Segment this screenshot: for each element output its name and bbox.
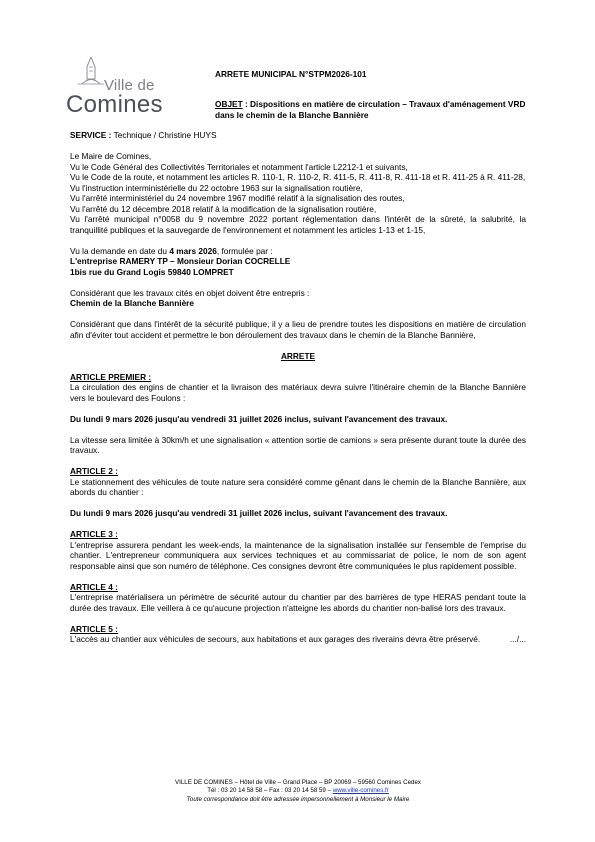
visa-arrete-municipal: Vu l'arrêté municipal n°0058 du 9 novembre 2022 portant réglementation dans l'intérêt de la sûreté, la salubrité, la tranquillité publiques et la sauvegarde de l'environnement et notamment les articles 1-13 et 1-15, <box>70 214 526 235</box>
logo-text-ville-de: Ville de <box>104 77 155 94</box>
footer-phone-fax: Tél : 03 20 14 58 58 – Fax : 03 20 14 58 59 – <box>207 787 333 795</box>
continued-marker: .../... <box>509 634 526 644</box>
footer-correspondence-note: Toute correspondance doit être adressée impersonnellement à Monsieur le Maire <box>186 795 410 803</box>
footer-contact <box>70 787 526 795</box>
article-2-text: Le stationnement des véhicules de toute nature sera considéré comme gênant dans le chemin de la Blanche Bannière, aux abords du chantier : <box>70 476 526 497</box>
demande-line <box>70 246 526 257</box>
objet-label: OBJET <box>215 99 243 109</box>
considerant-travaux: Considérant que les travaux cités en objet doivent être entrepris : <box>70 287 310 298</box>
article-4-title: ARTICLE 4 : <box>70 581 118 592</box>
article-1-text: La circulation des engins de chantier et la livraison des matériaux devra suivre l'itinéraire chemin de la Blanche Bannière vers le boulevard des Foulons : <box>70 382 526 403</box>
article-3-text: L'entreprise assurera pendant les week-ends, la maintenance de la signalisation installée sur l'ensemble de l'emprise du chantier. L'entrepreneur communiquera aux services techniques et au commissariat de police, le nom de son agent responsable ainsi que son numéro de téléphone. Ces consignes devront être communiquées le plus rapidement possible. <box>70 539 526 571</box>
service-value: Technique / Christine HUYS <box>113 130 217 140</box>
article-2-dates: Du lundi 9 mars 2026 jusqu'au vendredi 31 juillet 2026 inclus, suivant l'avancement des travaux. <box>70 508 448 518</box>
considerant-securite: Considérant que dans l'intérêt de la sécurité publique, il y a lieu de prendre toutes les dispositions en matière de circulation afin d'éviter tout accident et permettre le bon déroulement des travaux dans le chemin de la Blanche Bannière, <box>70 319 526 340</box>
visa-cgct: Vu le Code Général des Collectivités Territoriales et notamment l'article L2212-1 et suivants, <box>70 161 408 172</box>
adresse-line: 1bis rue du Grand Logis 59840 LOMPRET <box>70 266 234 277</box>
comines-logo <box>66 57 170 121</box>
footer-website-link[interactable]: www.ville-comines.fr <box>332 787 389 795</box>
visa-arrete-2018: Vu l'arrêté du 12 décembre 2018 relatif à la modification de la signalisation routière, <box>70 203 377 214</box>
lieu-line: Chemin de la Blanche Bannière <box>70 298 195 308</box>
article-1-title: ARTICLE PREMIER : <box>70 371 152 382</box>
article-5-body: L'accès au chantier aux véhicules de secours, aux habitations et aux garages des riverains devra être préservé. <box>70 634 481 644</box>
document-title: ARRETE MUNICIPAL N°STPM2026-101 <box>215 69 367 79</box>
article-2-title: ARTICLE 2 : <box>70 466 118 476</box>
visa-code-route: Vu le Code de la route, et notamment les articles R. 110-1, R. 110-2, R. 411-5, R. 411-8, R. 411-18 et R. 411-25 à R. 411-28, <box>70 172 526 182</box>
article-1-dates: Du lundi 9 mars 2026 jusqu'au vendredi 31 juillet 2026 inclus, suivant l'avancement des travaux. <box>70 413 448 424</box>
demande-suffix: , formulée par : <box>216 245 273 256</box>
document-body <box>70 130 526 645</box>
demande-prefix: Vu la demande en date du <box>70 245 170 256</box>
demande-date: 4 mars 2026 <box>169 245 217 256</box>
maire-line: Le Maire de Comines, <box>70 151 152 161</box>
article-4-text: L'entreprise matérialisera un périmètre de sécurité autour du chantier par des barrières de type HERAS pendant toute la durée des travaux. Elle veillera à ce qu'aucune projection n'atteigne les abords du chantier non-balisé lors des travaux. <box>70 592 526 613</box>
service-line <box>70 130 526 141</box>
footer-address: VILLE DE COMINES – Hôtel de Ville – Grand Place – BP 20069 – 59560 Comines Cedex <box>174 779 422 786</box>
visa-instruction: Vu l'instruction interministérielle du 22 octobre 1963 sur la signalisation routière, <box>70 182 363 193</box>
service-label: SERVICE : <box>70 130 114 140</box>
objet-text: : Dispositions en matière de circulation – Travaux d'aménagement VRD dans le chemin de la Blanche Bannière <box>215 99 526 120</box>
visa-arrete-1967: Vu l'arrêté interministériel du 24 novembre 1967 modifié relatif à la signalisation des routes, <box>70 193 405 203</box>
article-5-text <box>70 634 526 645</box>
church-tower-icon <box>76 57 106 85</box>
article-5-title: ARTICLE 5 : <box>70 623 118 634</box>
logo-text-comines: Comines <box>66 91 163 118</box>
page-footer <box>70 779 526 804</box>
objet-line <box>215 99 535 121</box>
arrete-heading: ARRETE <box>280 350 316 361</box>
entreprise-line: L'entreprise RAMERY TP – Monsieur Dorian COCRELLE <box>70 256 291 266</box>
article-1-vitesse: La vitesse sera limitée à 30km/h et une signalisation « attention sortie de camions » sera présente durant toute la durée des travaux. <box>70 434 526 455</box>
article-3-title: ARTICLE 3 : <box>70 529 118 539</box>
